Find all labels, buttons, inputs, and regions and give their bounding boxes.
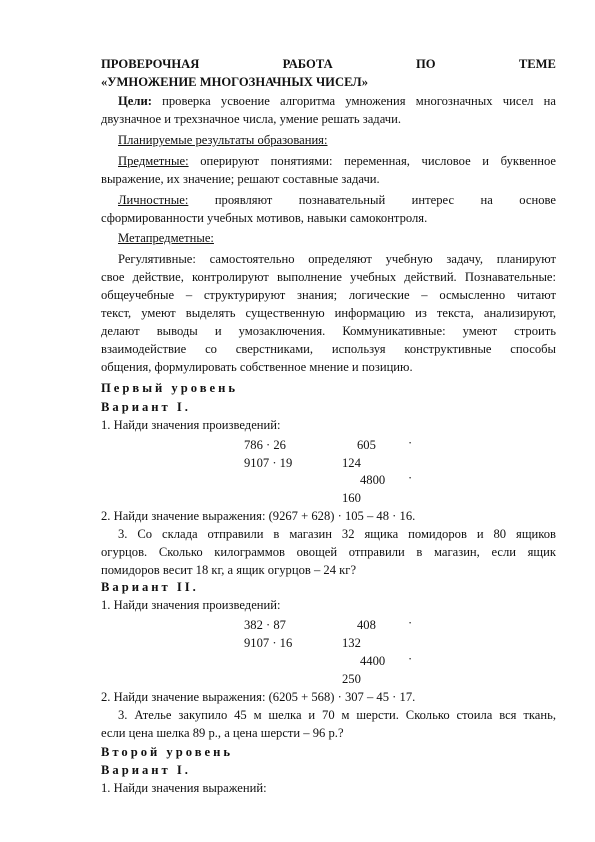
level1-v2-task1: 1. Найди значения произведений: [101,598,281,612]
goals-label: Цели: [118,94,152,108]
level1-v1-task3-line1: 3. Со склада отправили в магазин 32 ящика помидоров и 80 ящиков [118,527,556,541]
level1-v1-task3-line3: помидоров весит 18 кг, а ящик огурцов – 24 кг? [101,563,357,577]
meta-line-5: делают выводы и умозаключения. Коммуникативные: умеют строить [101,324,556,338]
level1-v1-heading: Вариант I. [101,400,191,414]
meta-line-4: текст, умеют выделять существенную информацию из текста, анализируют, [101,306,556,320]
title-word-1: ПРОВЕРОЧНАЯ [101,57,200,71]
meta-line-3: общеучебные – структурируют знания; логические – осмысленно читают [101,288,556,302]
level1-v2-task3-line1: 3. Ателье закупило 45 м шелка и 70 м шерсти. Сколько стоила вся ткань, [118,708,556,722]
v1-product-b: 9107 · 19 [244,456,293,470]
v1-product-d-dot: · [408,471,413,485]
level1-v2-task3-line2: если цена шелка 89 р., а цена шерсти – 96 р.? [101,726,344,740]
v2-product-c-dot: · [408,616,413,630]
title-row [101,57,556,72]
v1-product-a: 786 · 26 [244,438,286,452]
title-word-3: ПО [416,57,436,71]
subject-label: Предметные: [118,154,189,168]
v2-product-c2: 132 [342,636,361,650]
level1-v1-task2: 2. Найди значение выражения: (9267 + 628) · 105 – 48 · 16. [101,509,416,523]
v2-product-d1: 4400 [360,654,386,668]
goals-line-1 [118,94,556,109]
subject-line-2: выражение, их значение; решают составные задачи. [101,172,380,186]
v1-product-c-dot: · [408,436,413,450]
v1-product-c2: 124 [342,456,361,470]
meta-line-2: свое действие, контролируют выполнение учебных действий. Познавательные: [101,270,556,284]
level2-v1-heading: Вариант I. [101,763,191,777]
personal-text-1: проявляют познавательный интерес на основе [188,193,556,207]
subject-text-1: оперируют понятиями: переменная, числовое и буквенное [188,154,556,168]
v1-product-d1: 4800 [360,473,386,487]
planned-heading-text: Планируемые результаты образования: [118,133,328,147]
personal-label: Личностные: [118,193,189,207]
level2-v1-task1: 1. Найди значения выражений: [101,781,267,795]
level1-v1-task1: 1. Найди значения произведений: [101,418,281,432]
meta-line-1: Регулятивные: самостоятельно определяют учебную задачу, планируют [118,252,556,266]
title-word-2: РАБОТА [282,57,333,71]
subject-line-1 [118,154,556,169]
subtitle: «УМНОЖЕНИЕ МНОГОЗНАЧНЫХ ЧИСЕЛ» [101,75,368,89]
goals-line-2: двузначное и трехзначное числа, умение решать задачи. [101,112,402,126]
meta-line-7: общения, формулировать собственное мнение и позицию. [101,360,413,374]
goals-text-1: проверка усвоение алгоритма умножения многозначных чисел на [151,94,556,108]
personal-line-1 [118,193,556,208]
level1-v2-task2: 2. Найди значение выражения: (6205 + 568) · 307 – 45 · 17. [101,690,416,704]
level1-v2-heading: Вариант II. [101,580,199,594]
v2-product-c1: 408 [357,618,376,632]
meta-line-6: взаимодействие со сверстниками, используя конструктивные способы [101,342,556,356]
planned-heading [118,133,556,148]
meta-heading-text: Метапредметные: [118,231,214,245]
level2-heading: Второй уровень [101,745,234,759]
level1-heading: Первый уровень [101,381,239,395]
v2-product-d-dot: · [408,652,413,666]
v2-product-b: 9107 · 16 [244,636,293,650]
personal-line-2: сформированности учебных мотивов, навыки самоконтроля. [101,211,428,225]
v2-product-a: 382 · 87 [244,618,286,632]
v1-product-c1: 605 [357,438,376,452]
v2-product-d2: 250 [342,672,361,686]
level1-v1-task3-line2: огурцов. Сколько килограммов овощей отправили в магазин, если ящик [101,545,556,559]
title-word-4: ТЕМЕ [518,57,556,71]
v1-product-d2: 160 [342,491,361,505]
meta-heading [118,231,556,246]
